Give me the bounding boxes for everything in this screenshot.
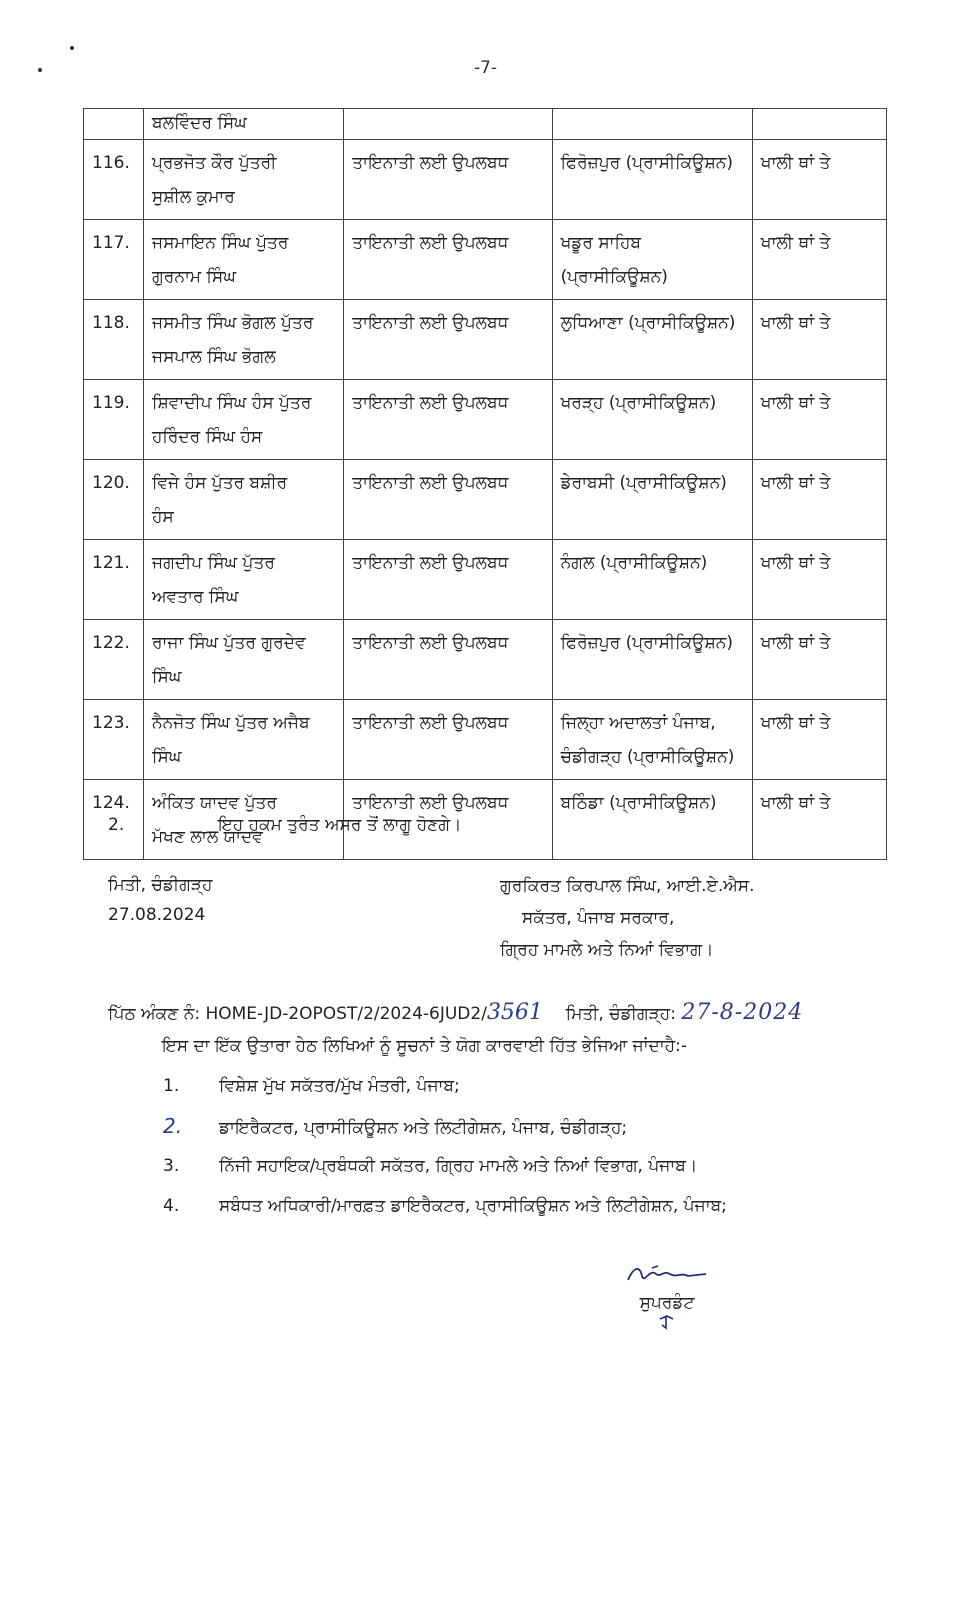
endorsement-date-label: ਮਿਤੀ, ਚੰਡੀਗੜ੍ਹ: [565, 1004, 676, 1024]
serial-number: 117. [84, 220, 144, 300]
place-line-1: ਨੰਗਲ (ਪ੍ਰਾਸੀਕਿਊਸ਼ਨ) [560, 553, 708, 573]
name-line-2: ਸਿੰਘ [151, 667, 182, 687]
name-line-1: ਨੈਨਜੋਤ ਸਿੰਘ ਪੁੱਤਰ ਅਜੈਬ [151, 713, 310, 733]
name-line-1: ਵਿਜੇ ਹੰਸ ਪੁੱਤਰ ਬਸ਼ੀਰ [151, 473, 288, 493]
table-row [84, 460, 887, 540]
status-cell: ਤਾਇਨਾਤੀ ਲਈ ਉਪਲਬਧ [344, 460, 552, 540]
signatory-title: ਸੁਪਰਡੰਟ [639, 1293, 695, 1313]
copy-number: 2. [163, 1114, 183, 1138]
serial-number: 120. [84, 460, 144, 540]
place-label: ਮਿਤੀ, ਚੰਡੀਗੜ੍ਹ [108, 875, 213, 895]
place-cell [552, 780, 752, 860]
officer-block [500, 870, 755, 966]
endorsement-prefix: ਪਿੱਠ ਅੰਕਣ ਨੰ: HOME-JD-2OPOST/2/2024-6JUD2/ [108, 1004, 487, 1024]
copy-text: ਵਿਸ਼ੇਸ਼ ਮੁੱਖ ਸਕੱਤਰ/ਮੁੱਖ ਮੰਤਰੀ, ਪੰਜਾਬ; [219, 1076, 460, 1096]
place-cell [552, 300, 752, 380]
scan-speck [70, 46, 74, 50]
table-row [84, 700, 887, 780]
serial-number: 116. [84, 140, 144, 220]
copy-text: ਸਬੰਧਤ ਅਧਿਕਾਰੀ/ਮਾਰਫ਼ਤ ਡਾਇਰੈਕਟਰ, ਪ੍ਰਾਸੀਕਿਊਸ਼ਨ ਅਤੇ ਲਿਟੀਗੇਸ਼ਨ, ਪੰਜਾਬ; [219, 1196, 727, 1216]
place-cell [552, 220, 752, 300]
place-line-1: ਖਰੜ੍ਹ (ਪ੍ਰਾਸੀਕਿਊਸ਼ਨ) [560, 393, 717, 413]
copy-item [163, 1186, 727, 1226]
copy-text: ਡਾਇਰੈਕਟਰ, ਪ੍ਰਾਸੀਕਿਊਸ਼ਨ ਅਤੇ ਲਿਟੀਗੇਸ਼ਨ, ਪੰਜਾਬ, ਚੰਡੀਗੜ੍ਹ; [219, 1118, 628, 1138]
handwritten-date: 27-8-2024 [681, 1000, 804, 1025]
name-line-2: ਮੱਖਣ ਲਾਲ ਯਾਦਵ [151, 827, 263, 847]
copy-item [163, 1066, 727, 1106]
serial-number: 119. [84, 380, 144, 460]
name-cell [143, 300, 343, 380]
status-cell: ਤਾਇਨਾਤੀ ਲਈ ਉਪਲਬਧ [344, 380, 552, 460]
copy-text: ਨਿੱਜੀ ਸਹਾਇਕ/ਪ੍ਰਬੰਧਕੀ ਸਕੱਤਰ, ਗ੍ਰਿਹ ਮਾਮਲੇ ਅਤੇ ਨਿਆਂ ਵਿਭਾਗ, ਪੰਜਾਬ। [219, 1156, 698, 1176]
status-cell: ਤਾਇਨਾਤੀ ਲਈ ਉਪਲਬਧ [344, 140, 552, 220]
officer-name: ਗੁਰਕਿਰਤ ਕਿਰਪਾਲ ਸਿੰਘ, ਆਈ.ਏ.ਐਸ. [500, 876, 755, 896]
copy-number: 4. [163, 1196, 180, 1216]
handwritten-number: 3561 [486, 1000, 543, 1025]
place-line-1: ਡੇਰਾਬਸੀ (ਪ੍ਰਾਸੀਕਿਊਸ਼ਨ) [560, 473, 727, 493]
name-line-2: ਹਰਿੰਦਰ ਸਿੰਘ ਹੰਸ [151, 427, 263, 447]
order-date: 27.08.2024 [108, 905, 206, 925]
serial-number: 124. [84, 780, 144, 860]
name-line-1: ਜਸਮਾਇਨ ਸਿੰਘ ਪੁੱਤਰ [151, 233, 289, 253]
status-cell: ਤਾਇਨਾਤੀ ਲਈ ਉਪਲਬਧ [344, 780, 552, 860]
name-line-1: ਪ੍ਰਭਜੋਤ ਕੌਰ ਪੁੱਤਰੀ [151, 153, 277, 173]
copy-recipients-list [163, 1066, 727, 1226]
paragraph-text: ਇਹ ਹੁਕਮ ਤੁਰੰਤ ਅਸਰ ਤੋਂ ਲਾਗੂ ਹੋਣਗੇ। [218, 815, 462, 835]
serial-number: 123. [84, 700, 144, 780]
paragraph-number: 2. [108, 815, 125, 835]
copy-number: 1. [163, 1076, 180, 1096]
serial-number: 118. [84, 300, 144, 380]
name-line-1: ਸ਼ਿਵਾਦੀਪ ਸਿੰਘ ਹੰਸ ਪੁੱਤਰ [151, 393, 312, 413]
remark-cell: ਖਾਲੀ ਥਾਂ ਤੇ [752, 460, 886, 540]
place-cell [552, 460, 752, 540]
copy-number: 3. [163, 1156, 180, 1176]
serial-number: 121. [84, 540, 144, 620]
place-line-2: (ਪ੍ਰਾਸੀਕਿਊਸ਼ਨ) [560, 267, 668, 287]
remark-cell: ਖਾਲੀ ਥਾਂ ਤੇ [752, 380, 886, 460]
name-line-1: ਰਾਜਾ ਸਿੰਘ ਪੁੱਤਰ ਗੁਰਦੇਵ [151, 633, 306, 653]
name-cell [143, 220, 343, 300]
name-line-2: ਅਵਤਾਰ ਸਿੰਘ [151, 587, 239, 607]
initial-mark [612, 1313, 722, 1335]
signature-scribble [612, 1262, 722, 1293]
place-line-1: ਫਿਰੋਜ਼ਪੁਰ (ਪ੍ਰਾਸੀਕਿਊਸ਼ਨ) [560, 153, 734, 173]
remark-cell: ਖਾਲੀ ਥਾਂ ਤੇ [752, 780, 886, 860]
name-line-1: ਜਸਮੀਤ ਸਿੰਘ ਭੋਗਲ ਪੁੱਤਰ [151, 313, 314, 333]
name-cell [143, 380, 343, 460]
name-cell [143, 700, 343, 780]
officer-department: ਗ੍ਰਿਹ ਮਾਮਲੇ ਅਤੇ ਨਿਆਂ ਵਿਭਾਗ। [500, 940, 714, 960]
place-cell [552, 380, 752, 460]
place-line-1: ਖਡੂਰ ਸਾਹਿਬ [560, 233, 642, 253]
place-line-1: ਫਿਰੋਜ਼ਪੁਰ (ਪ੍ਰਾਸੀਕਿਊਸ਼ਨ) [560, 633, 734, 653]
table-row [84, 300, 887, 380]
place-line-1: ਬਠਿੰਡਾ (ਪ੍ਰਾਸੀਕਿਊਸ਼ਨ) [560, 793, 717, 813]
endorsement-line [108, 1000, 803, 1025]
status-cell: ਤਾਇਨਾਤੀ ਲਈ ਉਪਲਬਧ [344, 620, 552, 700]
officer-designation: ਸਕੱਤਰ, ਪੰਜਾਬ ਸਰਕਾਰ, [522, 908, 675, 928]
place-cell [552, 700, 752, 780]
name-line-2: ਜਸਪਾਲ ਸਿੰਘ ਭੋਗਲ [151, 347, 276, 367]
table-row [84, 220, 887, 300]
place-cell [552, 140, 752, 220]
remark-cell: ਖਾਲੀ ਥਾਂ ਤੇ [752, 220, 886, 300]
table-row [84, 109, 887, 140]
remark-cell: ਖਾਲੀ ਥਾਂ ਤੇ [752, 540, 886, 620]
name-cell [143, 540, 343, 620]
place-line-1: ਲੁਧਿਆਣਾ (ਪ੍ਰਾਸੀਕਿਊਸ਼ਨ) [560, 313, 736, 333]
signature-block [612, 1262, 722, 1335]
remark-cell: ਖਾਲੀ ਥਾਂ ਤੇ [752, 300, 886, 380]
endorsement-intro: ਇਸ ਦਾ ਇੱਕ ਉਤਾਰਾ ਹੇਠ ਲਿਖਿਆਂ ਨੂੰ ਸੂਚਨਾਂ ਤੇ ਯੋਗ ਕਾਰਵਾਈ ਹਿੱਤ ਭੇਜਿਆ ਜਾਂਦਾਹੈ:- [162, 1036, 687, 1056]
name-line-2: ਸਿੰਘ [151, 747, 182, 767]
place-cell [552, 620, 752, 700]
name-line-2: ਹੰਸ [151, 507, 174, 527]
page-number: -7- [473, 58, 498, 78]
place-cell [552, 540, 752, 620]
serial-number: 122. [84, 620, 144, 700]
name-cell [143, 460, 343, 540]
initial-icon [657, 1313, 677, 1331]
name-line-2: ਗੁਰਨਾਮ ਸਿੰਘ [151, 267, 236, 287]
place-date-block [108, 870, 212, 930]
place-line-2: ਚੰਡੀਗੜ੍ਹ (ਪ੍ਰਾਸੀਕਿਊਸ਼ਨ) [560, 747, 735, 767]
status-cell: ਤਾਇਨਾਤੀ ਲਈ ਉਪਲਬਧ [344, 220, 552, 300]
status-cell: ਤਾਇਨਾਤੀ ਲਈ ਉਪਲਬਧ [344, 300, 552, 380]
copy-item [163, 1106, 727, 1146]
copy-item [163, 1146, 727, 1186]
postings-table [83, 108, 887, 860]
remark-cell: ਖਾਲੀ ਥਾਂ ਤੇ [752, 700, 886, 780]
remark-cell: ਖਾਲੀ ਥਾਂ ਤੇ [752, 140, 886, 220]
table-row [84, 620, 887, 700]
table-row [84, 540, 887, 620]
name-line-2: ਸੁਸ਼ੀਲ ਕੁਮਾਰ [151, 187, 235, 207]
name-line-1: ਜਗਦੀਪ ਸਿੰਘ ਪੁੱਤਰ [151, 553, 275, 573]
name-cell [143, 140, 343, 220]
name-line-1: ਅੰਕਿਤ ਯਾਦਵ ਪੁੱਤਰ [151, 793, 277, 813]
name-cell: ਬਲਵਿੰਦਰ ਸਿੰਘ [143, 109, 343, 140]
paragraph-2 [108, 815, 462, 835]
place-line-1: ਜਿਲ੍ਹਾ ਅਦਾਲਤਾਂ ਪੰਜਾਬ, [560, 713, 716, 733]
status-cell: ਤਾਇਨਾਤੀ ਲਈ ਉਪਲਬਧ [344, 700, 552, 780]
table-row [84, 140, 887, 220]
table-row [84, 380, 887, 460]
status-cell: ਤਾਇਨਾਤੀ ਲਈ ਉਪਲਬਧ [344, 540, 552, 620]
signature-icon [622, 1262, 712, 1288]
remark-cell: ਖਾਲੀ ਥਾਂ ਤੇ [752, 620, 886, 700]
name-cell [143, 620, 343, 700]
